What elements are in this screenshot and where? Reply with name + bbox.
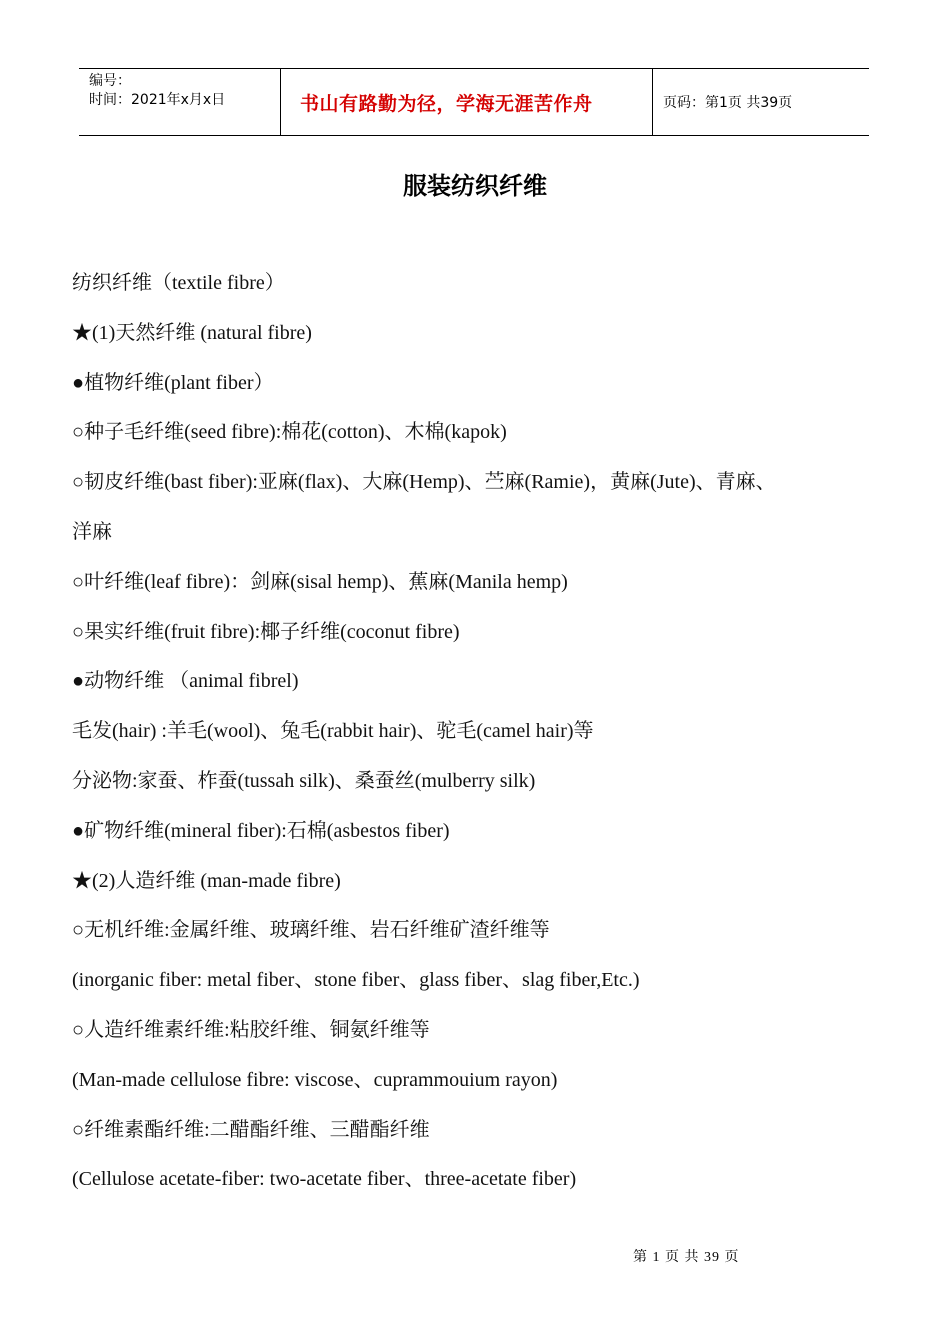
body-line: 分泌物:家蚕、柞蚕(tussah silk)、桑蚕丝(mulberry silk) [72,769,536,792]
number-label: 编号： [89,73,131,89]
body-line: ★(1)天然纤维 (natural fibre) [72,321,312,344]
body-line: ○果实纤维(fruit fibre):椰子纤维(coconut fibre) [72,620,460,643]
body-line: 毛发(hair) :羊毛(wool)、兔毛(rabbit hair)、驼毛(camel hair)等 [72,720,594,743]
body-line: (Man-made cellulose fibre: viscose、cuprammouium rayon) [72,1068,558,1091]
header-meta [79,69,280,135]
body-line: ●矿物纤维(mineral fiber):石棉(asbestos fiber) [72,819,450,842]
document-body [72,266,877,1212]
body-line: ○纤维素酯纤维:二醋酯纤维、三醋酯纤维 [72,1118,430,1141]
body-line: ○无机纤维:金属纤维、玻璃纤维、岩石纤维矿渣纤维等 [72,919,550,942]
body-line: ○种子毛纤维(seed fibre):棉花(cotton)、木棉(kapok) [72,421,507,444]
header-table [79,68,869,136]
header-page-info: 页码：第1页 共39页 [663,95,793,111]
body-line: ★(2)人造纤维 (man-made fibre) [72,869,341,892]
body-line: ●动物纤维 （animal fibrel) [72,670,299,693]
body-line: ○人造纤维素纤维:粘胶纤维、铜氨纤维等 [72,1018,430,1041]
body-line: (inorganic fiber: metal fiber、stone fiber、glass fiber、slag fiber,Etc.) [72,969,640,992]
body-line: 纺织纤维（textile fibre） [72,272,285,294]
document-title: 服装纺织纤维 [403,172,547,200]
body-line: 洋麻 [72,520,112,543]
body-line: ●植物纤维(plant fiber） [72,371,274,394]
body-line: ○叶纤维(leaf fibre)：剑麻(sisal hemp)、蕉麻(Manila hemp) [72,570,568,593]
page-footer: 第 1 页 共 39 页 [633,1250,740,1265]
body-line: ○韧皮纤维(bast fiber):亚麻(flax)、大麻(Hemp)、苎麻(Ramie)，黄麻(Jute)、青麻、 [72,471,776,494]
date-label: 时间：2021年x月x日 [89,92,226,108]
body-line: (Cellulose acetate-fiber: two-acetate fiber、three-acetate fiber) [72,1168,577,1191]
header-motto: 书山有路勤为径，学海无涯苦作舟 [280,69,653,135]
